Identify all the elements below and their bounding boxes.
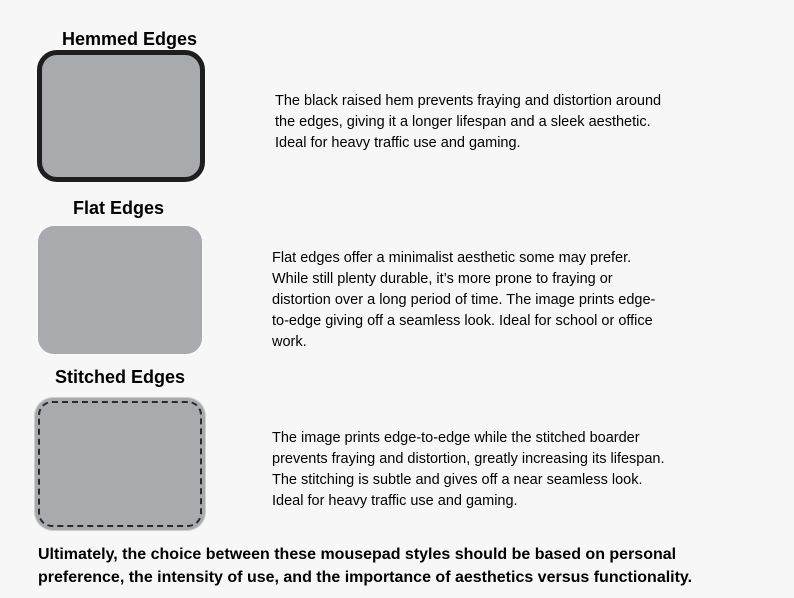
hemmed-edges-description xyxy=(275,91,661,154)
description-line: Ideal for heavy traffic use and gaming. xyxy=(275,135,521,151)
description-line: to-edge giving off a seamless look. Ideal for school or office xyxy=(272,313,653,329)
hemmed-mousepad-illustration xyxy=(37,50,205,182)
hemmed-edges-heading: Hemmed Edges xyxy=(62,29,198,49)
description-line: the edges, giving it a longer lifespan and a sleek aesthetic. xyxy=(275,114,651,130)
stitched-edges-heading: Stitched Edges xyxy=(55,367,186,387)
description-line: Ideal for heavy traffic use and gaming. xyxy=(272,493,518,509)
stitched-border xyxy=(38,401,202,527)
description-line: The image prints edge-to-edge while the stitched boarder xyxy=(272,430,640,446)
description-line: While still plenty durable, it’s more prone to fraying or xyxy=(272,271,613,287)
conclusion-text xyxy=(38,543,778,589)
stitched-mousepad-illustration xyxy=(35,398,205,530)
flat-edges-description xyxy=(272,248,655,353)
description-line: distortion over a long period of time. The image prints edge- xyxy=(272,292,656,308)
description-line: prevents fraying and distortion, greatly increasing its lifespan. xyxy=(272,451,665,467)
description-line: work. xyxy=(272,334,307,350)
conclusion-line: Ultimately, the choice between these mousepad styles should be based on personal xyxy=(38,546,677,563)
description-line: Flat edges offer a minimalist aesthetic some may prefer. xyxy=(272,250,632,266)
stitched-edges-description xyxy=(272,428,665,512)
flat-edges-heading: Flat Edges xyxy=(73,198,165,218)
flat-mousepad-illustration xyxy=(38,226,202,354)
description-line: The stitching is subtle and gives off a near seamless look. xyxy=(272,472,643,488)
conclusion-line: preference, the intensity of use, and the importance of aesthetics versus functionality. xyxy=(38,569,693,586)
description-line: The black raised hem prevents fraying and distortion around xyxy=(275,93,662,109)
